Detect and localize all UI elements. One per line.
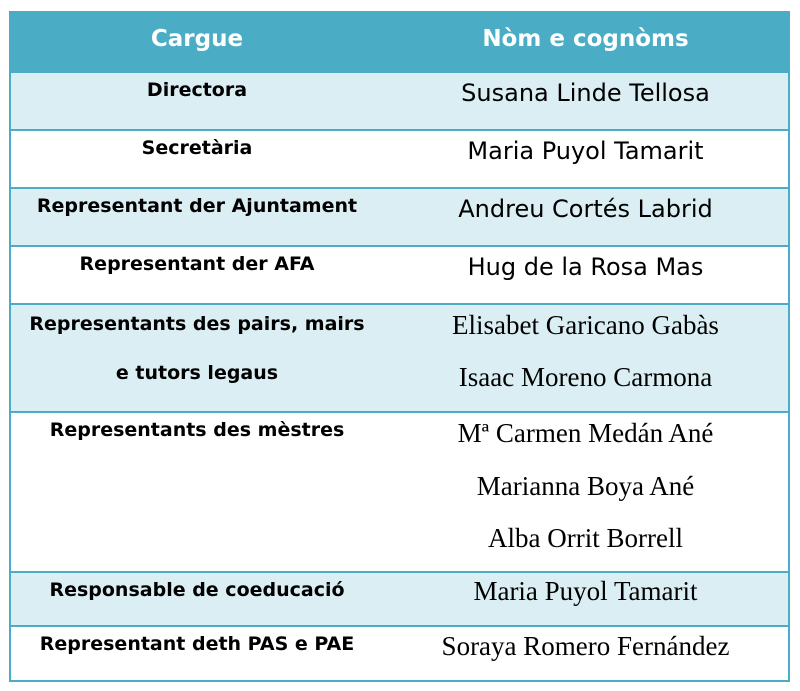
header-role: Cargue bbox=[150, 26, 244, 52]
table-row bbox=[11, 411, 788, 571]
role-cell bbox=[11, 131, 383, 187]
role-cell bbox=[11, 627, 383, 680]
role-text: Secretària bbox=[141, 137, 253, 159]
role-cell bbox=[11, 413, 383, 571]
name-text: Marianna Boya Ané bbox=[476, 471, 695, 501]
table-row bbox=[11, 625, 788, 680]
table-row bbox=[11, 245, 788, 303]
name-text: Elisabet Garicano Gabàs bbox=[452, 310, 719, 340]
name-text: Isaac Moreno Carmona bbox=[458, 362, 713, 392]
name-cell bbox=[383, 413, 788, 571]
name-text: Mª Carmen Medán Ané bbox=[457, 418, 714, 448]
header-name: Nòm e cognòms bbox=[482, 26, 689, 52]
table-row bbox=[11, 571, 788, 625]
name-text: Hug de la Rosa Mas bbox=[467, 253, 704, 281]
committee-table bbox=[9, 11, 790, 682]
name-cell bbox=[383, 573, 788, 625]
role-text: Representant der AFA bbox=[79, 253, 315, 275]
role-text: Directora bbox=[146, 79, 248, 101]
role-text: Representants des mèstres bbox=[49, 419, 345, 441]
role-cell bbox=[11, 73, 383, 129]
name-text: Susana Linde Tellosa bbox=[461, 79, 710, 107]
role-text: Responsable de coeducació bbox=[49, 579, 345, 601]
role-cell bbox=[11, 189, 383, 245]
name-cell bbox=[383, 131, 788, 187]
table-row bbox=[11, 129, 788, 187]
role-cell bbox=[11, 305, 383, 411]
table-row bbox=[11, 303, 788, 411]
name-cell bbox=[383, 247, 788, 303]
role-cell bbox=[11, 573, 383, 625]
role-text: e tutors legaus bbox=[115, 362, 279, 384]
name-text: Soraya Romero Fernández bbox=[441, 631, 730, 661]
name-text: Andreu Cortés Labrid bbox=[458, 195, 713, 223]
table-header bbox=[11, 13, 788, 71]
name-cell bbox=[383, 627, 788, 680]
name-cell bbox=[383, 189, 788, 245]
name-cell bbox=[383, 73, 788, 129]
name-text: Maria Puyol Tamarit bbox=[473, 576, 698, 606]
role-text: Representant der Ajuntament bbox=[36, 195, 358, 217]
table-row bbox=[11, 71, 788, 129]
name-cell bbox=[383, 305, 788, 411]
name-text: Alba Orrit Borrell bbox=[488, 523, 683, 553]
role-cell bbox=[11, 247, 383, 303]
role-text: Representant deth PAS e PAE bbox=[39, 633, 355, 655]
name-text: Maria Puyol Tamarit bbox=[467, 137, 704, 165]
role-text: Representants des pairs, mairs bbox=[29, 313, 365, 335]
table-row bbox=[11, 187, 788, 245]
